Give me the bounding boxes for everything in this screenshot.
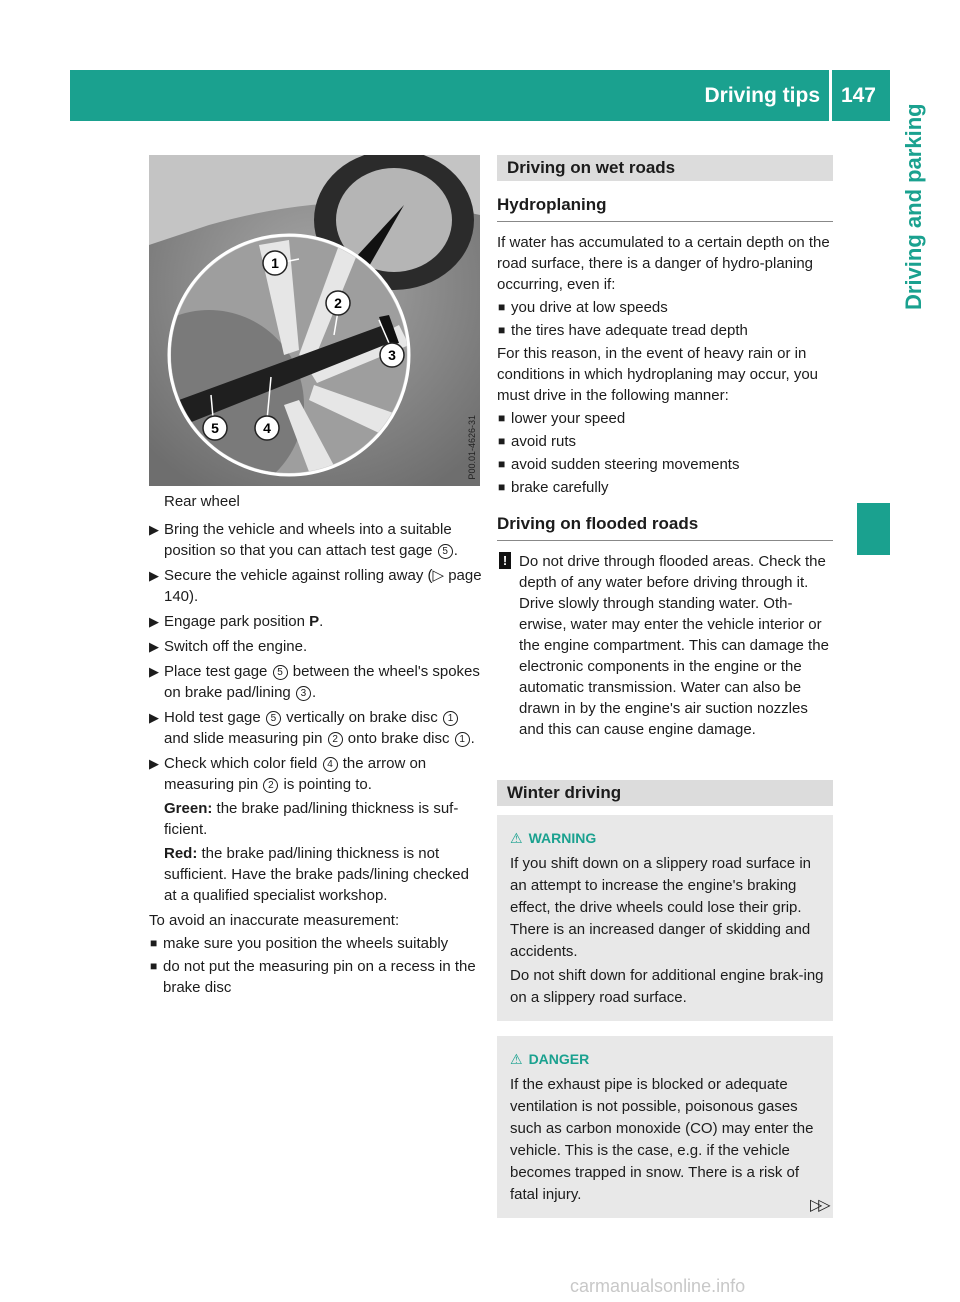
subheading-hydroplaning: Hydroplaning	[497, 181, 833, 222]
step-arrow-icon: ▶	[149, 568, 159, 583]
side-chapter-text: Driving and parking	[901, 103, 926, 310]
bullet-icon: ■	[498, 480, 506, 494]
list-item: ■ make sure you position the wheels suitably	[150, 935, 449, 952]
wheel-illustration	[149, 155, 480, 486]
hydro-intro: If water has accumulated to a certain depth on the road surface, there is a danger of hydro-planing occurring, even if:	[497, 234, 830, 293]
danger-text: If the exhaust pipe is blocked or adequate ventilation is not possible, poisonous gases such as carbon monoxide (CO) may enter the vehicle. This is the case, e.g. if the vehicle becomes trapped in snow. There is a risk of fatal injury.	[510, 1076, 814, 1203]
step-arrow-icon: ▶	[149, 756, 159, 771]
step-arrow-icon: ▶	[149, 522, 159, 537]
avoid-intro: To avoid an inaccurate measurement:	[149, 912, 400, 929]
step-arrow-icon: ▶	[149, 639, 159, 654]
bullet-icon: ■	[498, 411, 506, 425]
bullet-icon: ■	[498, 300, 506, 314]
instruction-step: ▶ Switch off the engine.	[149, 638, 308, 655]
step-arrow-icon: ▶	[149, 614, 159, 629]
warning-text-2: Do not shift down for additional engine brak-ing on a slippery road surface.	[510, 967, 824, 1006]
side-chapter-label	[833, 103, 960, 500]
list-item: ■ avoid sudden steering movements	[498, 456, 740, 473]
header-divider	[829, 70, 832, 121]
marker-1-label: 1	[271, 255, 279, 271]
danger-box	[497, 1036, 833, 1218]
exclamation-icon: !	[499, 552, 511, 569]
page-ref-link[interactable]: page 140).	[164, 567, 482, 605]
section-title: Driving tips	[704, 84, 820, 107]
list-item: ■ lower your speed	[498, 410, 626, 427]
red-result: Red: the brake pad/lining thickness is not sufficient. Have the brake pads/lining checked at a qualified specialist workshop.	[164, 845, 469, 904]
danger-title: DANGER	[528, 1051, 590, 1067]
warning-triangle-icon: ⚠	[510, 830, 523, 846]
side-tab-marker	[857, 503, 890, 555]
list-item: ■ you drive at low speeds	[498, 299, 668, 316]
warning-triangle-icon: ⚠	[510, 1051, 523, 1067]
bullet-icon: ■	[498, 457, 506, 471]
instruction-step: ▶ Check which color field 4 the arrow on measuring pin 2 is pointing to. Green: the brake pad/lining thickness is suf-ficient. Red: the brake pad/lining thickness is not sufficient. Have the brake pads/lining checked at a qualified specialist workshop.	[149, 753, 484, 906]
bullet-icon: ■	[150, 959, 158, 973]
bullet-icon: ■	[498, 323, 506, 337]
right-column	[497, 155, 833, 1218]
green-result: Green: the brake pad/lining thickness is suf-ficient.	[164, 800, 459, 838]
list-item: ■ brake carefully	[498, 479, 609, 496]
list-item: ■ do not put the measuring pin on a recess in the brake disc	[150, 958, 476, 996]
section-heading-winter: Winter driving	[497, 780, 833, 806]
page-number: 147	[840, 84, 876, 107]
instruction-step: ▶ Bring the vehicle and wheels into a suitable position so that you can attach test gage 5 .	[149, 521, 458, 559]
callout-5: 5	[438, 544, 453, 559]
list-item: ■ avoid ruts	[498, 433, 577, 450]
list-item: ■ the tires have adequate tread depth	[498, 322, 748, 339]
figure-caption: Rear wheel	[164, 493, 240, 510]
watermark: carmanualsonline.info	[570, 1276, 746, 1296]
page-header	[70, 70, 890, 121]
continue-arrows-icon: ▷▷	[810, 1197, 827, 1214]
marker-4-label: 4	[263, 420, 271, 436]
bullet-icon: ■	[150, 936, 158, 950]
section-heading-wet-roads: Driving on wet roads	[497, 155, 833, 181]
step-arrow-icon: ▶	[149, 710, 159, 725]
instruction-step: ▶ Place test gage 5 between the wheel's spokes on brake pad/lining 3 .	[149, 663, 480, 701]
instruction-step: ▶ Hold test gage 5 vertically on brake disc 1 and slide measuring pin 2 onto brake disc 1 .	[149, 709, 475, 747]
brake-test-figure	[149, 155, 480, 486]
instruction-step: ▶ Engage park position P.	[149, 613, 324, 630]
marker-5-label: 5	[211, 420, 219, 436]
page-ref-icon: ▷	[432, 567, 445, 584]
warning-box	[497, 815, 833, 1021]
flood-note: ! Do not drive through flooded areas. Check the depth of any water before driving through it. Drive slowly through standing water. Oth-erwise, water may enter the vehicle interior or the engine compartment. This can damage the electronic components in the engine or the automatic transmission. Water can also be drawn in by the engine's air suction nozzles and this can cause engine damage.	[497, 551, 833, 740]
marker-3-label: 3	[388, 347, 396, 363]
bullet-icon: ■	[498, 434, 506, 448]
marker-2-label: 2	[334, 295, 342, 311]
subheading-flooded-roads: Driving on flooded roads	[497, 500, 833, 541]
step-arrow-icon: ▶	[149, 664, 159, 679]
hydro-manner: For this reason, in the event of heavy rain or in conditions in which hydroplaning may occur, you must drive in the following manner:	[497, 345, 819, 404]
warning-title: WARNING	[528, 830, 597, 846]
warning-text-1: If you shift down on a slippery road surface in an attempt to increase the engine's braking effect, the drive wheels could lose their grip. There is an increased danger of skidding and accidents.	[510, 855, 811, 960]
figure-id: P00.01-4626-31	[467, 415, 477, 480]
instruction-step: ▶ Secure the vehicle against rolling away (▷ page 140).	[149, 567, 482, 605]
left-column	[149, 491, 484, 1000]
